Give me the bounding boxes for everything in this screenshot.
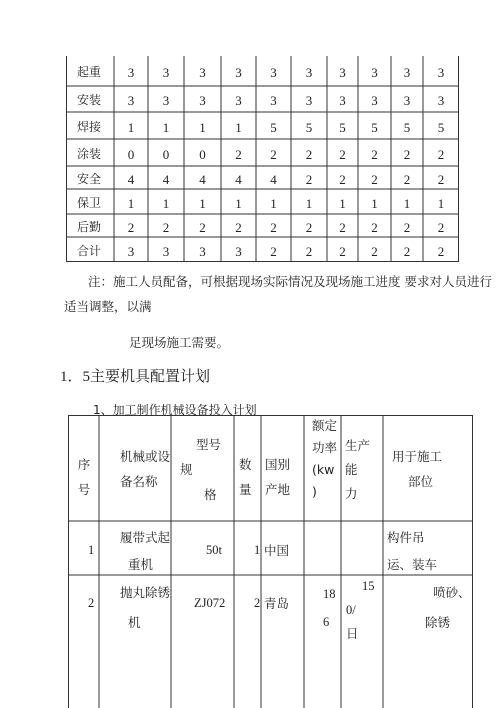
staff-cell-value: 0 (162, 146, 170, 162)
staff-cell-value: 1 (270, 195, 277, 211)
row2-model: ZJ072 (194, 596, 226, 610)
row1-use-line: 运、装车 (387, 557, 438, 572)
staff-row-label: 保卫 (76, 195, 101, 210)
staff-cell-value: 3 (339, 65, 346, 80)
staff-cell-value: 2 (437, 146, 445, 162)
staff-cell-value: 3 (235, 65, 242, 80)
staff-cell-value: 4 (235, 171, 242, 187)
header-name-line: 备名称 (120, 474, 158, 489)
staff-cell-value: 2 (162, 219, 170, 235)
row1-qty: 1 (254, 543, 261, 557)
staff-cell-value: 2 (403, 171, 411, 187)
header-seq (74, 452, 94, 502)
staff-cell-value: 3 (127, 65, 135, 80)
staff-cell-value: 3 (199, 65, 206, 80)
header-qty (239, 452, 252, 502)
row2-capacity-line: 15 (362, 579, 375, 593)
row2-qty: 2 (254, 596, 261, 610)
staff-cell-value: 3 (235, 93, 242, 108)
staff-cell-value: 2 (305, 171, 313, 187)
staff-cell-value: 2 (339, 219, 346, 235)
staff-cell-value: 2 (270, 146, 277, 162)
equipment-table (68, 415, 473, 708)
staff-cell-value: 3 (162, 243, 170, 259)
staff-cell-value: 2 (127, 219, 135, 235)
staff-cell-value: 3 (235, 243, 242, 259)
staff-cell-value: 3 (127, 243, 135, 259)
staff-cell-value: 3 (199, 93, 206, 108)
staff-cell-value: 3 (437, 93, 445, 108)
staff-cell-value: 4 (162, 171, 170, 187)
staff-cell-value: 1 (305, 195, 313, 211)
staff-cell-value: 2 (270, 219, 277, 235)
header-model-line: 规 (180, 462, 193, 477)
staff-cell-value: 4 (127, 171, 135, 187)
staff-cell-value: 3 (162, 93, 170, 108)
staff-cell-value: 2 (403, 243, 411, 259)
staff-row-label: 起重 (76, 65, 101, 79)
header-capacity-line: 力 (345, 486, 358, 501)
staff-cell-value: 2 (371, 219, 378, 235)
staff-cell-value: 1 (371, 195, 378, 211)
sub-heading: 1、加工制作机械设备投入计划 (93, 403, 257, 417)
staff-cell-value: 2 (403, 146, 411, 162)
staff-cell-value: 2 (305, 243, 313, 259)
staff-cell-value: 5 (371, 119, 378, 135)
note-line-3: 足现场施工需要。 (129, 335, 230, 350)
staff-cell-value: 3 (162, 65, 170, 80)
header-qty-line: 数 (239, 457, 252, 472)
staff-row-label: 安装 (76, 93, 101, 107)
staff-cell-value: 2 (371, 171, 378, 187)
header-use (392, 444, 442, 494)
note-line-2: 适当调整，以满 (64, 299, 152, 314)
staff-cell-value: 1 (199, 119, 206, 135)
staff-cell-value: 3 (437, 65, 445, 80)
header-use-line: 用于施工 (392, 449, 443, 464)
staff-cell-value: 2 (437, 219, 445, 235)
staff-row-label: 后勤 (76, 219, 101, 234)
staff-cell-value: 1 (437, 195, 445, 211)
row2-use (423, 578, 471, 638)
header-capacity-line: 生产 (345, 438, 371, 453)
staff-cell-value: 2 (437, 171, 445, 187)
header-power-line: 额定 (312, 418, 338, 433)
header-model (178, 432, 221, 507)
staff-cell-value: 3 (403, 93, 411, 108)
staff-cell-value: 2 (235, 146, 242, 162)
header-seq-line: 序 (77, 457, 91, 472)
staff-cell-value: 5 (403, 119, 411, 135)
row2-power (323, 580, 336, 636)
staff-cell-value: 2 (305, 219, 313, 235)
staff-cell-value: 2 (199, 219, 206, 235)
row2-name (120, 578, 170, 638)
staff-cell-value: 2 (235, 219, 242, 235)
row2-name-line: 机 (128, 615, 141, 630)
staffing-table (66, 56, 459, 262)
staff-cell-value: 4 (199, 171, 206, 187)
row2-capacity (346, 574, 375, 646)
staff-cell-value: 3 (199, 243, 206, 259)
staff-row-label: 焊接 (76, 119, 101, 134)
row2-use-line: 除锈 (425, 615, 451, 630)
staff-cell-value: 5 (339, 119, 346, 135)
staff-cell-value: 0 (127, 146, 135, 162)
staff-cell-value: 3 (127, 93, 135, 108)
staff-cell-value: 3 (339, 93, 346, 108)
section-heading: 1．5主要机具配置计划 (60, 369, 211, 385)
staff-cell-value: 0 (199, 146, 206, 162)
staff-cell-value: 1 (199, 195, 206, 211)
row1-model: 50t (206, 543, 222, 557)
row2-seq: 2 (88, 596, 95, 610)
row1-use-line: 构件吊 (387, 530, 425, 545)
staff-cell-value: 2 (403, 219, 411, 235)
header-power-line: 功率 (312, 440, 338, 455)
staff-cell-value: 1 (339, 195, 346, 211)
header-capacity-line: 能 (345, 462, 358, 477)
staff-cell-value: 2 (270, 243, 277, 259)
staff-cell-value: 2 (371, 243, 378, 259)
row1-use (387, 524, 437, 578)
staff-cell-value: 1 (235, 195, 242, 211)
row2-power-line: 6 (323, 615, 330, 629)
header-power-line: (kw (312, 462, 335, 477)
header-name-line: 机械或设 (120, 449, 171, 464)
staff-cell-value: 2 (371, 146, 378, 162)
row1-name (120, 524, 170, 578)
row1-name-line: 履带式起 (120, 530, 171, 545)
staff-cell-value: 1 (127, 195, 135, 211)
row1-origin: 中国 (264, 543, 290, 558)
staff-cell-value: 2 (305, 146, 313, 162)
header-model-line: 型号 (196, 437, 222, 452)
staff-cell-value: 1 (162, 195, 170, 211)
row1-name-line: 重机 (128, 557, 154, 572)
header-power-line: ) (312, 484, 317, 499)
header-use-line: 部位 (408, 474, 434, 489)
staff-cell-value: 5 (437, 119, 445, 135)
staff-cell-value: 1 (127, 119, 135, 135)
header-seq-line: 号 (77, 482, 91, 497)
header-origin-line: 产地 (265, 482, 291, 497)
staff-cell-value: 3 (270, 65, 277, 80)
row2-name-line: 抛丸除锈 (120, 585, 171, 600)
staff-row-label: 涂装 (76, 146, 101, 161)
staff-cell-value: 3 (270, 93, 277, 108)
note-line-1: 注：施工人员配备，可根据现场实际情况及现场施工进度 要求对人员进行 (88, 274, 492, 289)
header-origin (265, 452, 290, 502)
row2-power-line: 18 (323, 587, 336, 601)
staff-cell-value: 3 (305, 65, 313, 80)
staff-cell-value: 3 (403, 65, 411, 80)
staff-cell-value: 1 (403, 195, 411, 211)
row2-capacity-line: 0/ (346, 603, 356, 617)
staff-cell-value: 5 (270, 119, 277, 135)
staff-row-label: 安全 (76, 171, 101, 186)
header-model-line: 格 (204, 487, 217, 502)
row1-seq: 1 (88, 543, 95, 557)
staff-cell-value: 3 (371, 93, 378, 108)
staff-cell-value: 3 (305, 93, 313, 108)
staff-cell-value: 2 (437, 243, 445, 259)
staff-cell-value: 4 (270, 171, 277, 187)
staff-cell-value: 3 (371, 65, 378, 80)
row2-use-line: 喷砂、 (433, 585, 471, 600)
staff-cell-value: 2 (339, 171, 346, 187)
staff-cell-value: 2 (339, 146, 346, 162)
header-origin-line: 国别 (265, 457, 291, 472)
header-power (312, 415, 337, 503)
staff-cell-value: 1 (235, 119, 242, 135)
staff-row-label: 合计 (76, 243, 101, 258)
staff-cell-value: 1 (162, 119, 170, 135)
header-qty-line: 量 (239, 482, 252, 497)
staff-cell-value: 2 (339, 243, 346, 259)
row2-origin: 青岛 (264, 596, 290, 611)
row2-capacity-line: 日 (346, 627, 359, 641)
staff-cell-value: 5 (305, 119, 313, 135)
header-name (120, 444, 170, 494)
header-capacity (345, 434, 370, 506)
